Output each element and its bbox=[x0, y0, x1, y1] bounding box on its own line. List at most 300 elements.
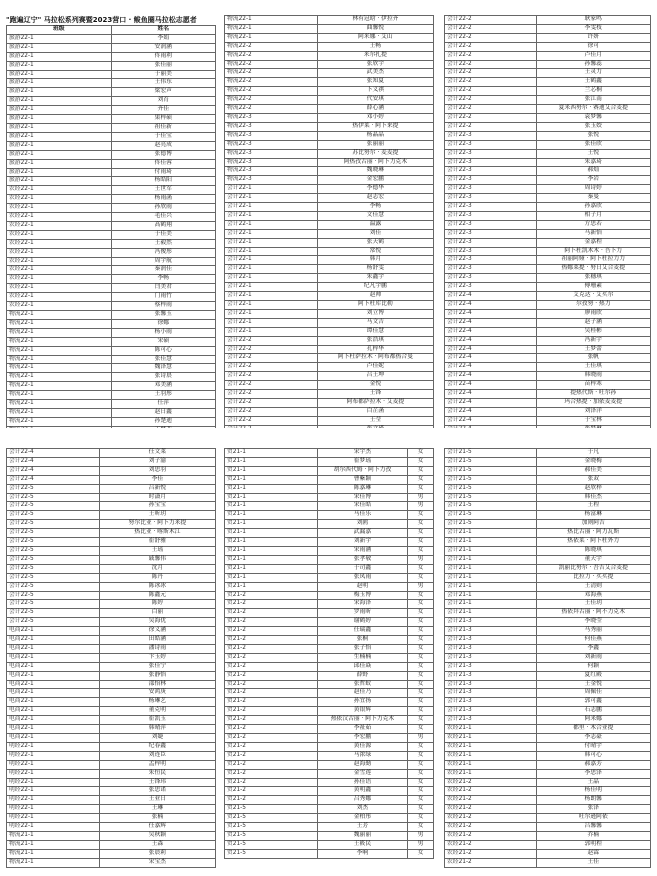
gender-cell: 女 bbox=[408, 680, 434, 689]
class-cell: 农经21-1 bbox=[445, 760, 537, 769]
class-cell: 旅游22-1 bbox=[7, 115, 112, 124]
table-row bbox=[7, 43, 216, 52]
name-cell: 张浩琪 bbox=[317, 336, 433, 345]
name-cell: 何佳燕 bbox=[536, 636, 650, 645]
table-row bbox=[225, 149, 434, 158]
class-cell: 会计22-5 bbox=[7, 511, 100, 520]
name-cell: 张子怡 bbox=[317, 644, 407, 653]
class-cell: 贸21-2 bbox=[225, 751, 318, 760]
table-row bbox=[225, 372, 434, 381]
table-row bbox=[445, 778, 651, 787]
name-cell: 赵帅 bbox=[317, 292, 433, 301]
name-cell: 李鑫 bbox=[536, 644, 650, 653]
name-cell: 杨琳艺 bbox=[99, 698, 215, 707]
class-cell: 会计22-2 bbox=[225, 390, 318, 399]
class-cell: 会计22-4 bbox=[445, 390, 537, 399]
table-body bbox=[445, 449, 651, 868]
name-cell: 赵欣梓 bbox=[536, 484, 650, 493]
class-cell: 会计22-5 bbox=[7, 600, 100, 609]
class-cell: 会计21-3 bbox=[445, 662, 537, 671]
table-row bbox=[7, 141, 216, 150]
name-cell: 张思诺 bbox=[99, 787, 215, 796]
name-cell: 卢佳妮 bbox=[317, 363, 433, 372]
name-cell: 郝灿 bbox=[536, 167, 650, 176]
class-cell: 农经21-2 bbox=[445, 840, 537, 849]
name-cell: 热依拜古丽 · 阿不力克木 bbox=[536, 609, 650, 618]
name-cell: 李思泽 bbox=[536, 769, 650, 778]
name-cell: 杨雨菡 bbox=[111, 195, 216, 204]
class-cell: 物流22-2 bbox=[225, 51, 318, 60]
class-cell: 会计22-2 bbox=[445, 113, 537, 122]
class-cell: 物流22-1 bbox=[7, 408, 112, 417]
name-cell: 门雨竹 bbox=[111, 293, 216, 302]
class-cell: 物流22-3 bbox=[225, 158, 318, 167]
gender-cell: 女 bbox=[408, 564, 434, 573]
gender-cell: 女 bbox=[408, 449, 434, 458]
table-row bbox=[225, 105, 434, 114]
class-cell: 会计22-5 bbox=[7, 564, 100, 573]
class-cell: 会计22-5 bbox=[7, 493, 100, 502]
name-cell: 刘杰 bbox=[317, 805, 407, 814]
name-cell: 王清则 bbox=[536, 582, 650, 591]
table-row bbox=[7, 230, 216, 239]
class-cell: 物流22-3 bbox=[225, 140, 318, 149]
class-cell: 旅游22-1 bbox=[7, 79, 112, 88]
name-cell: 周佩佳 bbox=[536, 689, 650, 698]
name-cell: 张佳慧 bbox=[111, 355, 216, 364]
name-cell: 王芳 bbox=[317, 823, 407, 832]
table-row bbox=[445, 716, 651, 725]
table-row bbox=[225, 449, 434, 458]
class-cell: 贸21-5 bbox=[225, 831, 318, 840]
class-cell: 贸21-5 bbox=[225, 814, 318, 823]
class-cell: 贸21-1 bbox=[225, 493, 318, 502]
table-row bbox=[225, 707, 434, 716]
name-cell: 任瑞鑫 bbox=[317, 627, 407, 636]
name-cell: 刘育 bbox=[111, 97, 216, 106]
class-cell: 会计21-5 bbox=[445, 475, 537, 484]
table-row bbox=[7, 644, 216, 653]
class-cell: 会计22-5 bbox=[7, 609, 100, 618]
volunteer-table-1 bbox=[6, 25, 216, 436]
table-row bbox=[7, 239, 216, 248]
table-row bbox=[7, 319, 216, 328]
gender-cell: 女 bbox=[408, 484, 434, 493]
table-row bbox=[7, 520, 216, 529]
class-cell: 贸21-2 bbox=[225, 644, 318, 653]
class-cell: 贸21-2 bbox=[225, 707, 318, 716]
class-cell: 贸21-5 bbox=[225, 849, 318, 858]
name-cell: 热依汉古丽 · 阿卜力克木 bbox=[317, 716, 407, 725]
name-cell: 陈婷 bbox=[99, 600, 215, 609]
name-cell: 邓美涵 bbox=[111, 382, 216, 391]
name-cell: 李雯枝 bbox=[536, 24, 650, 33]
table-row bbox=[445, 140, 651, 149]
table-row bbox=[225, 627, 434, 636]
name-cell: 张双 bbox=[536, 475, 650, 484]
name-cell: 金柏彤 bbox=[317, 814, 407, 823]
name-cell: 李岩 bbox=[536, 176, 650, 185]
name-cell: 苏比努尔 · 麦麦提 bbox=[317, 149, 433, 158]
class-cell: 旅游22-1 bbox=[7, 106, 112, 115]
table-row bbox=[225, 742, 434, 751]
name-cell: 黄银辉 bbox=[317, 707, 407, 716]
table-row bbox=[225, 256, 434, 265]
class-cell: 物流22-1 bbox=[7, 346, 112, 355]
table-row bbox=[225, 33, 434, 42]
name-cell: 金宏鹏 bbox=[317, 176, 433, 185]
class-cell: 会计22-5 bbox=[7, 484, 100, 493]
table-row bbox=[445, 122, 651, 131]
name-cell: 王程 bbox=[536, 502, 650, 511]
gender-cell: 女 bbox=[408, 760, 434, 769]
table-row bbox=[7, 529, 216, 538]
name-cell: 卢佳月 bbox=[536, 51, 650, 60]
table-row bbox=[225, 823, 434, 832]
name-cell: 王锋 bbox=[317, 390, 433, 399]
table-row bbox=[7, 466, 216, 475]
name-cell: 代安琪 bbox=[317, 96, 433, 105]
table-row bbox=[7, 680, 216, 689]
table-row bbox=[225, 211, 434, 220]
table-row bbox=[445, 283, 651, 292]
class-cell: 贸21-1 bbox=[225, 546, 318, 555]
class-cell: 会计22-5 bbox=[7, 573, 100, 582]
table-row bbox=[445, 265, 651, 274]
table-row bbox=[445, 60, 651, 69]
name-cell: 王昕玥 bbox=[99, 511, 215, 520]
name-cell: 梁宏声 bbox=[111, 88, 216, 97]
volunteer-table-4 bbox=[6, 448, 216, 868]
table-row bbox=[7, 373, 216, 382]
table-row bbox=[7, 653, 216, 662]
name-cell: 傅珊素 bbox=[536, 283, 650, 292]
class-cell: 会计22-3 bbox=[445, 247, 537, 256]
class-cell: 物流22-1 bbox=[7, 311, 112, 320]
table-row bbox=[7, 97, 216, 106]
class-cell: 会计22-3 bbox=[445, 149, 537, 158]
gender-cell: 女 bbox=[408, 475, 434, 484]
table-row bbox=[445, 220, 651, 229]
table-row bbox=[445, 751, 651, 760]
table-row bbox=[225, 327, 434, 336]
class-cell: 物流22-1 bbox=[7, 373, 112, 382]
table-row bbox=[445, 734, 651, 743]
gender-cell: 女 bbox=[408, 520, 434, 529]
table-row bbox=[7, 177, 216, 186]
class-cell: 电商22-1 bbox=[7, 636, 100, 645]
class-cell: 会计22-2 bbox=[225, 363, 318, 372]
name-cell: 热伊莱 · 阿卜来提 bbox=[317, 122, 433, 131]
class-cell: 贸21-2 bbox=[225, 716, 318, 725]
table-row bbox=[445, 96, 651, 105]
gender-cell: 女 bbox=[408, 457, 434, 466]
name-cell: 吐尔逊阿依 bbox=[536, 814, 650, 823]
table-row bbox=[7, 760, 216, 769]
name-cell: 白芷菡 bbox=[317, 407, 433, 416]
class-cell: 贸21-5 bbox=[225, 805, 318, 814]
table-row bbox=[225, 529, 434, 538]
class-cell: 物流22-2 bbox=[225, 96, 318, 105]
name-cell: 艾克达 · 艾买尔 bbox=[536, 292, 650, 301]
class-cell: 会计21-5 bbox=[445, 457, 537, 466]
table-row bbox=[225, 582, 434, 591]
class-cell: 旅游22-1 bbox=[7, 132, 112, 141]
name-cell: 张馨玉 bbox=[111, 311, 216, 320]
class-cell: 电商22-1 bbox=[7, 662, 100, 671]
class-cell: 会计22-3 bbox=[445, 256, 537, 265]
class-cell: 电商22-1 bbox=[7, 698, 100, 707]
name-cell: 宋硕 bbox=[111, 337, 216, 346]
table-row bbox=[445, 167, 651, 176]
class-cell: 会计22-2 bbox=[445, 60, 537, 69]
name-cell: 邵怡林 bbox=[99, 680, 215, 689]
name-cell: 张知夏 bbox=[317, 78, 433, 87]
name-cell: 文佳慧 bbox=[317, 211, 433, 220]
gender-cell: 女 bbox=[408, 805, 434, 814]
name-cell: 梅玉博 bbox=[317, 591, 407, 600]
table-row bbox=[445, 256, 651, 265]
table-row bbox=[225, 502, 434, 511]
table-row bbox=[445, 840, 651, 849]
table-row bbox=[225, 609, 434, 618]
class-cell: 旅游22-1 bbox=[7, 177, 112, 186]
table-row bbox=[445, 582, 651, 591]
table-row bbox=[445, 742, 651, 751]
name-cell: 米尔扎提 bbox=[317, 51, 433, 60]
name-cell: 廖雨欣 bbox=[536, 309, 650, 318]
gender-cell: 女 bbox=[408, 609, 434, 618]
name-cell: 王灵力 bbox=[536, 69, 650, 78]
class-cell: 会计21-1 bbox=[445, 529, 537, 538]
class-cell: 农经22-1 bbox=[7, 248, 112, 257]
class-cell: 旅游22-1 bbox=[7, 97, 112, 106]
volunteer-table-2 bbox=[224, 15, 434, 435]
class-cell: 农经22-1 bbox=[7, 221, 112, 230]
table-row bbox=[7, 61, 216, 70]
table-row bbox=[225, 680, 434, 689]
table-row bbox=[7, 391, 216, 400]
table-row bbox=[445, 372, 651, 381]
name-cell: 生楠楠 bbox=[317, 653, 407, 662]
name-cell: 阿热孜古丽 · 阿卜力克木 bbox=[317, 158, 433, 167]
table-row bbox=[7, 796, 216, 805]
class-cell: 物流22-3 bbox=[225, 131, 318, 140]
table-row bbox=[225, 600, 434, 609]
name-cell: 刘连臣 bbox=[99, 751, 215, 760]
name-cell: 热依莱 · 阿卜杜外力 bbox=[536, 538, 650, 547]
table-row bbox=[225, 274, 434, 283]
class-cell: 农经21-1 bbox=[445, 751, 537, 760]
class-cell: 电商22-1 bbox=[7, 627, 100, 636]
name-cell: 崔凯玉 bbox=[99, 716, 215, 725]
name-cell: 王金悦 bbox=[536, 680, 650, 689]
table-row bbox=[7, 52, 216, 61]
class-cell: 会计22-5 bbox=[7, 502, 100, 511]
class-cell: 贸21-1 bbox=[225, 466, 318, 475]
table-row bbox=[445, 16, 651, 25]
table-row bbox=[445, 475, 651, 484]
name-cell: 金晓梅 bbox=[536, 457, 650, 466]
table-row bbox=[225, 265, 434, 274]
class-cell: 旅游22-1 bbox=[7, 123, 112, 132]
name-cell: 杨晶晶 bbox=[317, 131, 433, 140]
table-row bbox=[225, 24, 434, 33]
table-row bbox=[445, 318, 651, 327]
name-cell: 朱恒民 bbox=[99, 769, 215, 778]
class-cell: 农经22-1 bbox=[7, 213, 112, 222]
table-row bbox=[445, 564, 651, 573]
name-cell: 杨小雨 bbox=[111, 328, 216, 337]
name-cell: 张静怡 bbox=[99, 671, 215, 680]
table-row bbox=[225, 416, 434, 425]
table-row bbox=[445, 87, 651, 96]
table-row bbox=[7, 302, 216, 311]
panel-2 bbox=[224, 15, 434, 428]
class-cell: 物流22-1 bbox=[7, 382, 112, 391]
name-cell: 努尔比亚 · 阿卜力米提 bbox=[99, 520, 215, 529]
table-row bbox=[7, 168, 216, 177]
table-body bbox=[7, 34, 216, 435]
class-cell: 会计22-4 bbox=[445, 309, 537, 318]
class-cell: 会计21-3 bbox=[445, 671, 537, 680]
class-cell: 会计22-5 bbox=[7, 618, 100, 627]
table-row bbox=[7, 591, 216, 600]
table-row bbox=[7, 627, 216, 636]
class-cell: 贸21-2 bbox=[225, 609, 318, 618]
name-cell: 陈鑫元 bbox=[99, 591, 215, 600]
name-cell: 何颖 bbox=[536, 662, 650, 671]
class-cell: 会计21-5 bbox=[445, 449, 537, 458]
name-cell: 高鹤翔 bbox=[111, 221, 216, 230]
table-row bbox=[225, 573, 434, 582]
table-row bbox=[225, 60, 434, 69]
class-cell: 物流22-3 bbox=[225, 167, 318, 176]
class-cell: 电商22-1 bbox=[7, 716, 100, 725]
table-row bbox=[7, 573, 216, 582]
name-cell: 赵海勤 bbox=[317, 760, 407, 769]
table-row bbox=[445, 689, 651, 698]
name-cell: 时潇月 bbox=[99, 493, 215, 502]
class-cell: 会计22-2 bbox=[225, 336, 318, 345]
table-row bbox=[7, 689, 216, 698]
table-row bbox=[7, 769, 216, 778]
name-cell: 陈丹 bbox=[99, 573, 215, 582]
table-row bbox=[445, 33, 651, 42]
volunteer-table-3 bbox=[444, 15, 651, 435]
table-row bbox=[445, 466, 651, 475]
name-cell: 佟雨利 bbox=[111, 52, 216, 61]
name-cell: 赵霖 bbox=[536, 849, 650, 858]
table-row bbox=[445, 407, 651, 416]
gender-cell: 男 bbox=[408, 734, 434, 743]
table-row bbox=[225, 644, 434, 653]
name-cell: 李宏鹏 bbox=[317, 734, 407, 743]
class-cell: 会计22-5 bbox=[7, 529, 100, 538]
table-row bbox=[445, 769, 651, 778]
name-cell: 李响 bbox=[317, 849, 407, 858]
table-row bbox=[445, 211, 651, 220]
table-row bbox=[225, 176, 434, 185]
class-cell: 物流22-2 bbox=[225, 60, 318, 69]
gender-cell: 女 bbox=[408, 671, 434, 680]
table-row bbox=[445, 680, 651, 689]
class-cell: 会计22-1 bbox=[225, 247, 318, 256]
table-row bbox=[225, 229, 434, 238]
name-cell: 李畅 bbox=[317, 203, 433, 212]
class-cell: 贸21-2 bbox=[225, 618, 318, 627]
gender-cell: 男 bbox=[408, 502, 434, 511]
class-cell: 旅游22-1 bbox=[7, 70, 112, 79]
name-cell: 提热代斯 · 吐尔孙 bbox=[536, 390, 650, 399]
name-cell: 武漏嘉 bbox=[317, 529, 407, 538]
name-cell: 张晨莉 bbox=[99, 849, 215, 858]
name-cell: 武美杰 bbox=[317, 69, 433, 78]
class-cell: 会计21-5 bbox=[445, 466, 537, 475]
name-cell: 阿卜杜凯木木 · 吾卜力 bbox=[536, 247, 650, 256]
table-row bbox=[445, 609, 651, 618]
table-row bbox=[445, 327, 651, 336]
table-row bbox=[225, 787, 434, 796]
name-cell: 陈晓琪 bbox=[536, 546, 650, 555]
name-cell: 张玉姣 bbox=[536, 122, 650, 131]
name-cell: 冯新宇 bbox=[536, 336, 650, 345]
table-row bbox=[445, 274, 651, 283]
table-row bbox=[7, 698, 216, 707]
gender-cell: 男 bbox=[408, 582, 434, 591]
name-cell: 卞玉婷 bbox=[99, 653, 215, 662]
name-cell: 张佳欣 bbox=[536, 140, 650, 149]
table-row bbox=[225, 238, 434, 247]
table-row bbox=[225, 318, 434, 327]
class-cell: 物流22-1 bbox=[7, 337, 112, 346]
name-cell: 李畅 bbox=[111, 275, 216, 284]
table-row bbox=[7, 88, 216, 97]
table-row bbox=[445, 185, 651, 194]
table-row bbox=[225, 618, 434, 627]
name-cell: 温露 bbox=[317, 220, 433, 229]
class-cell: 农经22-1 bbox=[7, 230, 112, 239]
table-row bbox=[445, 336, 651, 345]
table-row bbox=[445, 858, 651, 867]
table-row bbox=[225, 78, 434, 87]
class-cell: 物流22-2 bbox=[225, 69, 318, 78]
class-cell: 会计22-3 bbox=[445, 176, 537, 185]
table-row bbox=[225, 185, 434, 194]
name-cell: 曲馨悦 bbox=[317, 24, 433, 33]
table-body bbox=[225, 449, 434, 859]
name-cell: 张帆 bbox=[536, 354, 650, 363]
name-cell: 韩佳杰 bbox=[536, 493, 650, 502]
class-cell: 贸21-2 bbox=[225, 760, 318, 769]
table-row bbox=[7, 204, 216, 213]
name-cell: 宋宝杰 bbox=[99, 858, 215, 867]
table-row bbox=[225, 520, 434, 529]
table-row bbox=[445, 247, 651, 256]
name-cell: 曹紫颖 bbox=[317, 475, 407, 484]
name-cell: 凯丽比努尔 · 吾吉艾合麦提 bbox=[536, 564, 650, 573]
class-cell: 农经21-2 bbox=[445, 849, 537, 858]
table-row bbox=[225, 591, 434, 600]
class-cell: 会计21-5 bbox=[445, 502, 537, 511]
gender-cell: 女 bbox=[408, 787, 434, 796]
class-cell: 物流21-1 bbox=[7, 831, 100, 840]
table-row bbox=[225, 140, 434, 149]
table-row bbox=[445, 529, 651, 538]
table-row bbox=[7, 132, 216, 141]
table-row bbox=[445, 345, 651, 354]
table-row bbox=[225, 716, 434, 725]
